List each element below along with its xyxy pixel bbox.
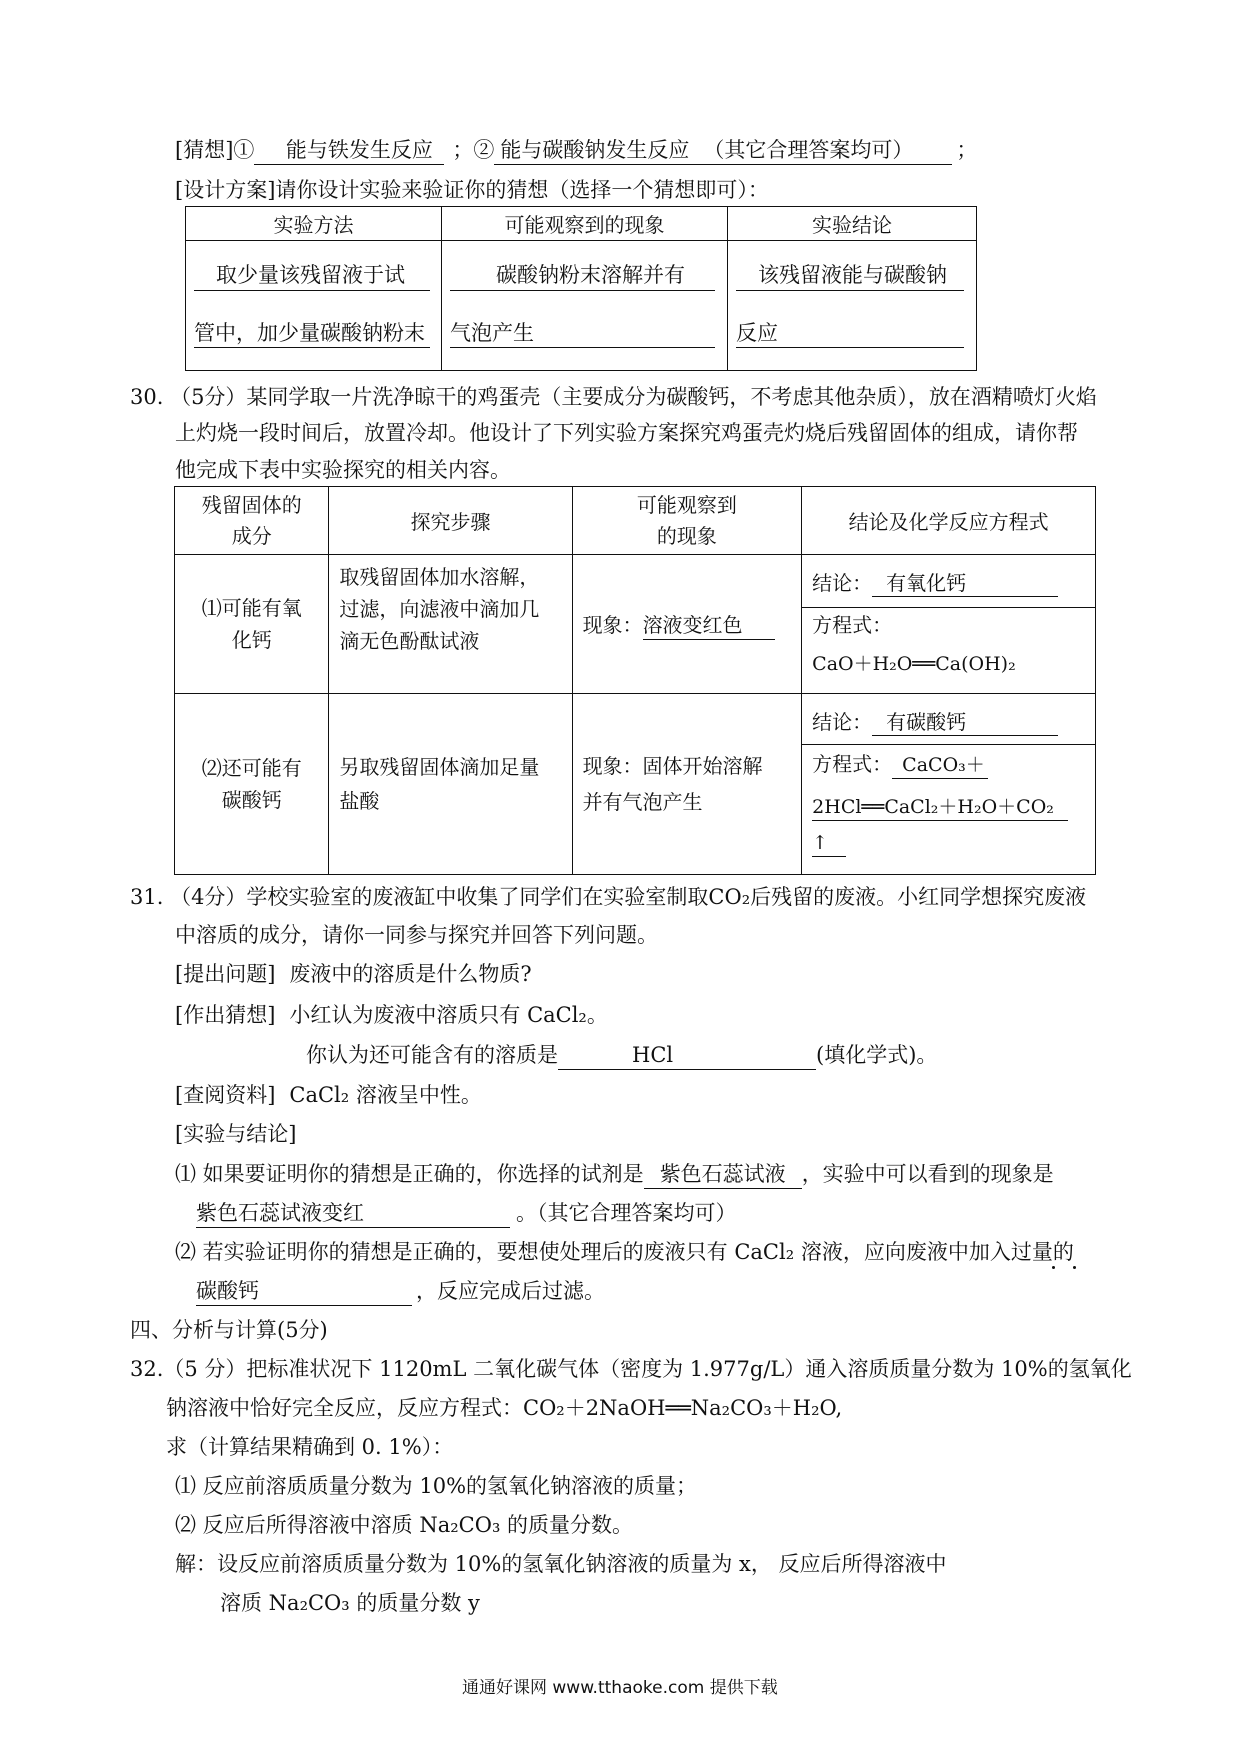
guess2-note: （其它合理答案均可） — [703, 138, 914, 162]
guess-label: [猜想]① — [175, 138, 255, 162]
p2-answer — [196, 1279, 412, 1306]
row1-phen-text: 溶液变红色 — [642, 612, 743, 637]
row1-step-a: 取残留固体加水溶解， — [339, 565, 540, 589]
row1-concl-line — [812, 571, 1058, 597]
q31-guess — [175, 1003, 608, 1028]
guess1-answer — [254, 138, 444, 165]
conclusion-line2-text: 反应 — [736, 320, 778, 345]
header-component-b: 成分 — [231, 523, 272, 548]
q30-line1: 30. （5分）某同学取一片洗净晾干的鸡蛋壳（主要成分为碳酸钙，不考虑其他杂质），放在酒精喷灯火焰 — [130, 385, 1097, 409]
row2-comp-b: 碳酸钙 — [221, 788, 282, 812]
row2-eq-part1-text: CaCO₃＋ — [902, 754, 985, 776]
row2-steps — [329, 694, 572, 875]
you-guess-pre: 你认为还可能含有的溶质是 — [306, 1043, 558, 1067]
p1-post: ，实验中可以看到的现象是 — [801, 1162, 1054, 1186]
q30-header-conclusion: 结论及化学反应方程式 — [802, 487, 1096, 555]
q31-line1: 31. （4分）学校实验室的废液缸中收集了同学们在实验室制取CO₂后残留的废液。小红同学想探究废液 — [130, 885, 1087, 909]
q31-exp-label: [实验与结论] — [175, 1122, 297, 1146]
you-guess-answer — [558, 1043, 816, 1070]
row1-phenomenon — [572, 555, 802, 694]
row2-phen-b: 并有气泡产生 — [582, 790, 703, 814]
q29-method-cell — [186, 241, 442, 371]
row1-phen-label: 现象： — [582, 612, 643, 637]
q29-phenomenon-cell — [442, 241, 728, 371]
q31-you-guess — [306, 1043, 937, 1070]
row2-concl-label: 结论： — [812, 710, 873, 734]
p1-phen-answer — [196, 1201, 510, 1228]
q32-line3: 求（计算结果精确到 0. 1%）： — [166, 1435, 454, 1459]
q29-header-conclusion: 实验结论 — [728, 207, 977, 241]
emphasis-dot — [1073, 1266, 1076, 1269]
page-footer: 通通好课网 www.tthaoke.com 提供下载 — [462, 1678, 778, 1698]
guess-end: ； — [956, 138, 978, 162]
p2-answer-text: 碳酸钙 — [196, 1279, 259, 1303]
q30-header-phenomenon — [572, 487, 802, 555]
guess1-text: 能与铁发生反应 — [285, 138, 433, 162]
phenomenon-line2 — [450, 321, 715, 348]
p1-pre: ⑴ 如果要证明你的猜想是正确的，你选择的试剂是 — [175, 1162, 644, 1186]
row1-step-b: 过滤，向滤液中滴加几 — [339, 597, 540, 621]
q29-guess-line — [175, 138, 977, 165]
row2-eq-part1 — [892, 754, 988, 779]
p1-reagent-answer — [644, 1162, 802, 1189]
row1-concl-answer — [872, 571, 1058, 597]
row2-concl-line — [812, 710, 1058, 736]
row1-step-c: 滴无色酚酞试液 — [339, 629, 480, 653]
row2-eq-line1 — [812, 752, 988, 779]
row2-conclusion — [802, 694, 1096, 875]
q30-table — [174, 486, 1096, 875]
you-guess-post: (填化学式)。 — [816, 1043, 938, 1067]
p1-reagent-text: 紫色石蕊试液 — [659, 1162, 786, 1186]
row2-component — [175, 694, 329, 875]
method-line2 — [194, 321, 430, 348]
q31-p2-line1: ⑵ 若实验证明你的猜想是正确的，要想使处理后的废液只有 CaCl₂ 溶液，应向废液中加入过量的 — [175, 1240, 1074, 1264]
ref-label: [查阅资料] — [175, 1083, 276, 1107]
q30-header-steps: 探究步骤 — [329, 487, 572, 555]
guess-text-31: 小红认为废液中溶质只有 CaCl₂。 — [289, 1003, 608, 1027]
p2-post: ，反应完成后过滤。 — [416, 1279, 605, 1303]
ask-text: 废液中的溶质是什么物质? — [289, 962, 532, 986]
q31-ref — [175, 1083, 482, 1108]
q32-line2: 钠溶液中恰好完全反应，反应方程式：CO₂＋2NaOH══Na₂CO₃＋H₂O, — [166, 1396, 843, 1420]
q30-line3: 他完成下表中实验探究的相关内容。 — [175, 458, 511, 482]
phenomenon-line1-text: 碳酸钠粉末溶解并有 — [496, 263, 685, 288]
header-component-a: 残留固体的 — [201, 492, 302, 517]
row1-comp-b: 化钙 — [231, 628, 272, 652]
row1-conclusion — [802, 555, 1096, 694]
you-guess-answer-text: HCl — [632, 1043, 674, 1067]
guess-separator: ；② — [452, 138, 495, 162]
row2-phen-a: 现象：固体开始溶解 — [582, 754, 763, 778]
row1-concl-text: 有氧化钙 — [886, 571, 967, 595]
section4-title: 四、分析与计算(5分) — [130, 1318, 328, 1342]
row2-eq-part2: 2HCl══CaCl₂＋H₂O＋CO₂ — [812, 796, 1068, 821]
row2-eq-line3 — [812, 832, 846, 857]
phenomenon-line1 — [450, 263, 715, 290]
p1-phen-text: 紫色石蕊试液变红 — [196, 1201, 364, 1225]
guess2-answer — [494, 138, 952, 165]
row1-eq-label: 方程式： — [812, 613, 893, 637]
emphasis-dot — [1052, 1266, 1055, 1269]
method-line1-text: 取少量该残留液于试 — [216, 263, 405, 288]
conclusion-line1 — [736, 263, 964, 290]
header-phenomenon-b: 的现象 — [656, 523, 717, 548]
q29-header-method: 实验方法 — [186, 207, 442, 241]
row1-equation: CaO＋H₂O══Ca(OH)₂ — [812, 653, 1016, 675]
row1-component — [175, 555, 329, 694]
row2-comp-a: ⑵还可能有 — [201, 756, 302, 780]
phenomenon-line2-text: 气泡产生 — [450, 320, 534, 345]
header-phenomenon-a: 可能观察到 — [636, 492, 737, 517]
method-line2-text: 管中，加少量碳酸钠粉末 — [194, 320, 425, 345]
row1-comp-a: ⑴可能有氧 — [201, 596, 302, 620]
row2-eq-line2 — [812, 796, 1068, 821]
design-intro: [设计方案]请你设计实验来验证你的猜想（选择一个猜想即可）： — [175, 178, 769, 202]
row2-eq-part3: ↑ — [812, 832, 846, 857]
q32-p2: ⑵ 反应后所得溶液中溶质 Na₂CO₃ 的质量分数。 — [175, 1513, 634, 1537]
q29-conclusion-cell — [728, 241, 977, 371]
method-line1 — [194, 263, 430, 290]
row2-concl-text: 有碳酸钙 — [886, 710, 967, 734]
row1-concl-label: 结论： — [812, 571, 873, 595]
q32-line1: 32.（5 分）把标准状况下 1120mL 二氧化碳气体（密度为 1.977g/L）通入溶质质量分数为 10%的氢氧化 — [130, 1357, 1132, 1381]
ref-text: CaCl₂ 溶液呈中性。 — [289, 1083, 482, 1107]
q31-line2: 中溶质的成分，请你一同参与探究并回答下列问题。 — [175, 923, 658, 947]
row2-divider — [802, 744, 1095, 745]
q31-p2-line2 — [196, 1279, 605, 1306]
row2-step-a: 另取残留固体滴加足量 — [339, 755, 540, 779]
conclusion-line1-text: 该残留液能与碳酸钠 — [758, 263, 947, 288]
q29-table — [185, 206, 977, 371]
row2-eq-label: 方程式： — [812, 752, 893, 776]
solution-line1: 解：设反应前溶质质量分数为 10%的氢氧化钠溶液的质量为 x， 反应后所得溶液中 — [175, 1552, 947, 1576]
q29-header-phenomenon: 可能观察到的现象 — [442, 207, 728, 241]
q31-p1-line2 — [196, 1201, 737, 1228]
q31-p1-line1 — [175, 1162, 1054, 1189]
guess2-text: 能与碳酸钠发生反应 — [500, 138, 690, 162]
q30-line2: 上灼烧一段时间后，放置冷却。他设计了下列实验方案探究鸡蛋壳灼烧后残留固体的组成，请你帮 — [175, 421, 1078, 445]
ask-label: [提出问题] — [175, 962, 276, 986]
guess-label-31: [作出猜想] — [175, 1003, 276, 1027]
conclusion-line2 — [736, 321, 964, 348]
row1-divider — [802, 607, 1095, 608]
row2-phenomenon — [572, 694, 802, 875]
row1-phen-answer — [643, 609, 775, 640]
row2-step-b: 盐酸 — [339, 789, 380, 813]
q30-header-component — [175, 487, 329, 555]
p1-note: 。（其它合理答案均可） — [516, 1201, 737, 1225]
q31-ask — [175, 962, 532, 987]
q32-p1: ⑴ 反应前溶质质量分数为 10%的氢氧化钠溶液的质量； — [175, 1474, 698, 1498]
solution-line2: 溶质 Na₂CO₃ 的质量分数 y — [220, 1591, 480, 1615]
row1-steps — [329, 555, 572, 694]
row2-concl-answer — [872, 710, 1058, 736]
